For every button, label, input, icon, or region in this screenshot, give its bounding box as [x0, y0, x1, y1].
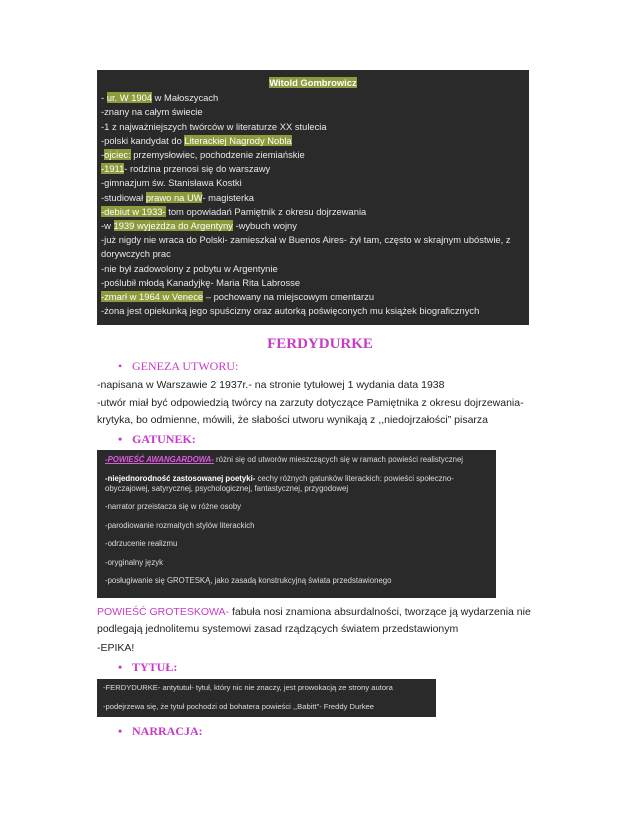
bio-line-1: - ur. W 1904 w Małoszycach: [101, 92, 219, 104]
bio-line-4: -polski kandydat do Literackiej Nagrody Nobla: [101, 134, 292, 146]
bio-line-11: -już nigdy nie wraca do Polski- zamieszkał w Buenos Aires- żył tam, często w skrajnym ubóstwie, z dorywczych prac: [101, 234, 511, 260]
bio-line-8: -studiował prawo na UW- magisterka: [101, 191, 255, 203]
bio-line-15: -żona jest opiekunką jego spuścizny oraz autorką poświęconych mu książek biograficznych: [101, 305, 480, 317]
genre-line-7: -posługiwanie się GROTESKĄ, jako zasadą konstrukcyjną świata przedstawionego: [105, 576, 392, 585]
genre-line-4: -parodiowanie rozmaitych stylów literackich: [105, 520, 255, 530]
biography-box: [97, 70, 529, 325]
geneza-paragraph-1: -napisana w Warszawie 2 1937r.- na stronie tytułowej 1 wydania data 1938: [97, 379, 445, 391]
bullet-narracja: • NARRACJA:: [118, 724, 203, 738]
epika-line: -EPIKA!: [97, 642, 135, 654]
title-line-2: -podejrzewa się, że tytuł pochodzi od bohatera powieści ,,Babitt”- Freddy Durkee: [103, 702, 374, 711]
bio-line-10: -w 1939 wyjeżdża do Argentyny -wybuch wojny: [101, 220, 297, 232]
bullet-dot-icon: •: [118, 359, 123, 373]
title-line-1: -FERDYDURKE- antytutuł- tytuł, który nic nie znaczy, jest prowokacją ze strony autora: [103, 683, 393, 692]
bullet-dot-icon: •: [118, 724, 123, 738]
genre-line-6: -oryginalny język: [105, 557, 164, 567]
genre-line-1: -POWIEŚĆ AWANGARDOWA- różni się od utworów mieszczących się w ramach powieści realistycznej: [105, 455, 464, 464]
bio-line-6: -1911- rodzina przenosi się do warszawy: [101, 163, 271, 175]
bio-line-13: -poślubił młodą Kanadyjkę- Maria Rita Labrosse: [101, 276, 301, 288]
genre-line-3: -narrator przeistacza się w różne osoby: [105, 502, 242, 511]
biography-title: Witold Gombrowicz: [269, 77, 357, 88]
bullet-gatunek: • GATUNEK:: [118, 432, 196, 446]
bullet-geneza: • GENEZA UTWORU:: [118, 359, 239, 373]
geneza-paragraph-2: -utwór miał być odpowiedzią twórcy na zarzuty dotyczące Pamiętnika z okresu dojrzewania- krytyka, bo odmienne, mówili, że słabości utworu wynikają z ,,niedojrzałości” pisarza: [97, 397, 524, 426]
bio-line-9: -debiut w 1933- tom opowiadań Pamiętnik z okresu dojrzewania: [101, 205, 367, 217]
bio-line-14: -zmarł w 1964 w Venece – pochowany na miejscowym cmentarzu: [101, 291, 375, 303]
bio-line-12: -nie był zadowolony z pobytu w Argentynie: [101, 262, 278, 274]
bio-line-5: -ojciec: przemysłowiec, pochodzenie ziemiańskie: [101, 149, 305, 161]
genre-line-5: -odrzucenie realizmu: [105, 539, 178, 548]
bio-line-7: -gimnazjum św. Stanisława Kostki: [101, 177, 242, 189]
page-title: FERDYDURKE: [267, 336, 373, 352]
groteska-paragraph: POWIEŚĆ GROTESKOWA- fabuła nosi znamiona absurdalności, tworzące ją wydarzenia nie podlegają jednolitemu systemowi zasad rządzących światem przedstawionym: [97, 606, 531, 635]
bio-line-2: -znany na całym świecie: [101, 106, 203, 118]
genre-line-2: -niejednorodność zastosowanej poetyki- cechy różnych gatunków literackich: powieści społeczno-obyczajowej, satyrycznej, psychologicznej, fantastycznej, przygodowej: [105, 473, 454, 493]
bullet-tytul: • TYTUŁ:: [118, 660, 178, 674]
bio-line-3: -1 z najważniejszych twórców w literaturze XX stulecia: [101, 120, 327, 132]
bullet-dot-icon: •: [118, 432, 123, 446]
title-box: [97, 679, 436, 717]
bullet-dot-icon: •: [118, 660, 123, 674]
genre-box: [97, 450, 496, 598]
